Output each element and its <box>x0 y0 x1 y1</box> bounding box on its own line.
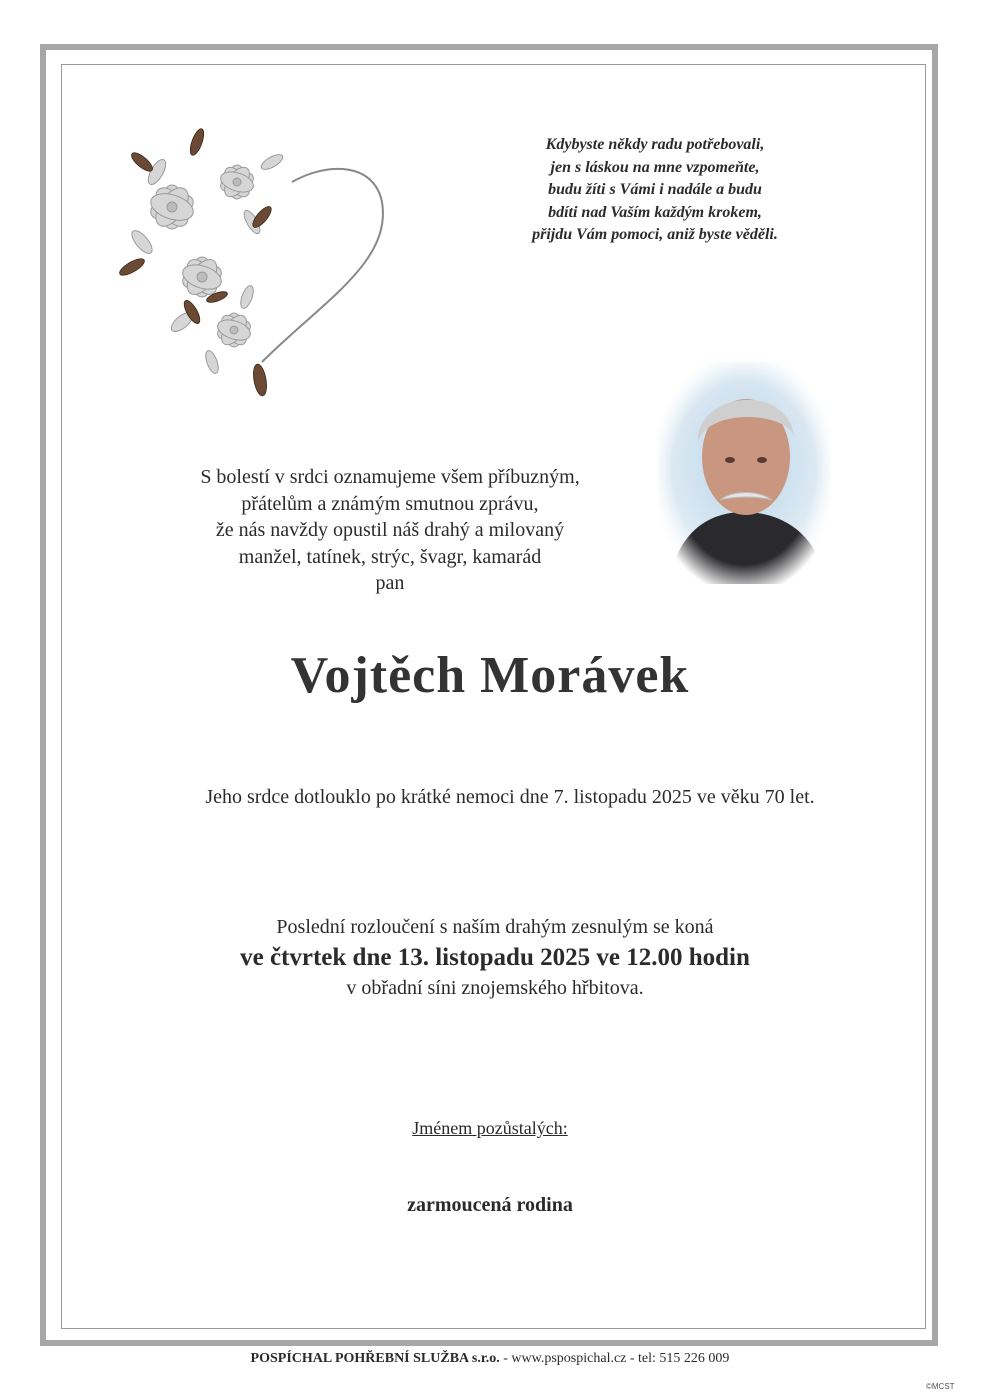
announcement-line: pan <box>375 572 405 594</box>
funeral-details <box>140 913 850 1001</box>
deceased-name: Vojtěch Morávek <box>290 647 690 704</box>
poem-line: budu žíti s Vámi i nadále a budu <box>548 181 762 198</box>
poem-line: bdíti nad Vaším každým krokem, <box>548 203 762 221</box>
poem-quote <box>480 134 830 247</box>
family-signature: zarmoucená rodina <box>407 1194 573 1216</box>
announcement-text <box>100 464 680 597</box>
footer-contact: - www.pspospichal.cz - tel: 515 226 009 <box>499 1351 730 1366</box>
funeral-date-time: ve čtvrtek dne 13. listopadu 2025 ve 12.00 hodin <box>240 944 750 971</box>
floral-heart-decoration-icon <box>112 122 402 412</box>
poem-line: Kdybyste někdy radu potřebovali, <box>545 136 765 153</box>
announcement-line: že nás navždy opustil náš drahý a milovaný <box>215 519 565 541</box>
footer-company: POSPÍCHAL POHŘEBNÍ SLUŽBA s.r.o. <box>250 1351 500 1366</box>
funeral-intro-line: Poslední rozloučení s naším drahým zesnulým se koná <box>276 916 714 938</box>
portrait-photo <box>658 362 830 584</box>
announcement-line: přátelům a známým smutnou zprávu, <box>241 492 539 515</box>
poem-line: jen s láskou na mne vzpomeňte, <box>550 158 760 176</box>
poem-line: přijdu Vám pomoci, aniž byste věděli. <box>532 226 778 243</box>
announcement-line: S bolestí v srdci oznamujeme všem příbuzným, <box>200 466 580 488</box>
funeral-location: v obřadní síni znojemského hřbitova. <box>346 977 644 999</box>
footer-funeral-service <box>100 1351 880 1367</box>
on-behalf-label: Jménem pozůstalých: <box>412 1118 568 1138</box>
announcement-line: manžel, tatínek, strýc, švagr, kamarád <box>238 545 542 568</box>
death-notice: Jeho srdce dotlouklo po krátké nemoci dne 7. listopadu 2025 ve věku 70 let. <box>205 786 815 808</box>
watermark-mark: ©MCST <box>926 1382 955 1391</box>
